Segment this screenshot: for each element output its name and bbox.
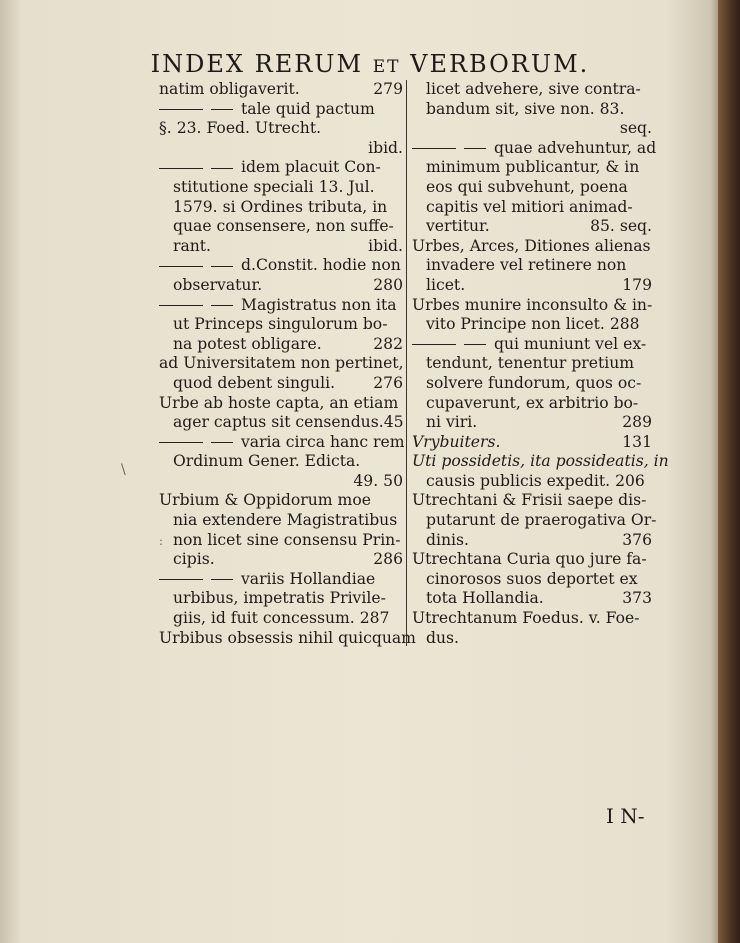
header-title-b: VERBORUM.	[410, 50, 590, 78]
index-entry-line	[159, 256, 403, 276]
entry-words: dinis.	[426, 530, 469, 549]
margin-mark-2: :	[159, 534, 164, 548]
index-entry-line	[159, 394, 403, 414]
repeat-dash	[211, 266, 233, 267]
entry-words: licet advehere, sive contra-	[426, 80, 641, 98]
entry-text	[426, 276, 465, 296]
index-entry-line	[159, 315, 403, 335]
entry-words: quod debent singuli.	[173, 373, 336, 392]
index-entry-line	[159, 296, 403, 316]
entry-words: variis Hollandiae	[241, 569, 376, 588]
entry-text	[159, 256, 401, 276]
entry-words: na potest obligare.	[173, 334, 322, 353]
entry-words: qui muniunt vel ex-	[494, 334, 647, 353]
entry-words: rant.	[173, 236, 212, 255]
page-reference: 276	[373, 373, 403, 392]
left-column	[159, 80, 416, 648]
page-reference: 279	[373, 80, 403, 98]
entry-words: capitis vel mitiori animad-	[426, 197, 633, 216]
entry-text	[426, 472, 645, 492]
entry-text	[159, 354, 404, 374]
entry-text	[159, 158, 381, 178]
entry-words: dus.	[426, 628, 459, 647]
page-reference: 49. 50	[353, 471, 403, 490]
margin-mark: \	[121, 462, 126, 478]
entry-words: §. 23. Foed. Utrecht.	[159, 119, 322, 138]
entry-text	[412, 609, 640, 629]
entry-text	[426, 511, 656, 531]
index-entry-line	[412, 119, 652, 139]
entry-text	[426, 354, 634, 374]
entry-text	[173, 276, 262, 296]
page-reference: seq.	[619, 119, 652, 138]
entry-words: Utrechtani & Frisii saepe dis-	[412, 491, 647, 510]
index-entry-line	[159, 413, 403, 433]
entry-words: ager captus sit censendus.	[173, 413, 384, 432]
repeat-dash	[211, 442, 233, 443]
entry-text	[173, 511, 397, 531]
index-entry-line	[159, 178, 403, 198]
entry-text	[426, 570, 638, 590]
index-entry-line	[159, 589, 403, 609]
index-entry-line	[412, 452, 669, 472]
entry-text	[173, 589, 386, 609]
entry-words: cipis.	[173, 550, 215, 569]
entry-words: observatur.	[173, 275, 263, 294]
entry-text	[412, 491, 646, 511]
entry-words: licet.	[426, 275, 466, 294]
entry-text	[173, 178, 375, 198]
entry-words: tendunt, tenentur pretium	[426, 354, 635, 373]
repeat-dash	[211, 168, 233, 169]
entry-text	[173, 198, 387, 218]
index-entry-line	[412, 217, 652, 237]
entry-text	[159, 394, 398, 414]
entry-words: 1579. si Ordines tributa, in	[173, 197, 388, 216]
entry-text	[159, 80, 300, 100]
entry-words: ut Princeps singulorum bo-	[173, 315, 388, 334]
index-entry-line	[412, 570, 652, 590]
entry-text	[426, 198, 633, 218]
index-entry-line	[412, 491, 652, 511]
entry-words: ni viri.	[426, 413, 478, 432]
index-entry-line	[159, 198, 403, 218]
page-reference: 282	[373, 334, 403, 353]
column-divider	[406, 80, 407, 646]
entry-text	[173, 531, 401, 551]
repeat-dash	[159, 442, 203, 443]
entry-text	[426, 629, 459, 649]
index-entry-line	[159, 217, 403, 237]
index-entry-line	[159, 158, 403, 178]
entry-words: putarunt de praerogativa Or-	[426, 511, 657, 530]
index-entry-line	[412, 394, 652, 414]
entry-words: tota Hollandia.	[426, 589, 544, 608]
entry-words: Utrechtana Curia quo jure fa-	[412, 550, 647, 569]
entry-text	[159, 570, 375, 590]
entry-text	[173, 335, 322, 355]
entry-words: Urbes munire inconsulto & in-	[412, 295, 653, 314]
index-entry-line	[412, 296, 652, 316]
index-entry-line	[412, 178, 652, 198]
entry-words: giis, id fuit concessum. 287	[173, 609, 390, 628]
index-entry-line	[159, 354, 403, 374]
index-entry-line	[159, 491, 403, 511]
entry-words: eos qui subvehunt, poena	[426, 177, 628, 196]
entry-text	[173, 374, 335, 394]
index-entry-line	[412, 100, 652, 120]
entry-words: Vrybuiters.	[412, 432, 501, 451]
page-header	[0, 50, 740, 78]
index-entry-line	[412, 354, 652, 374]
entry-words: invadere vel retinere non	[426, 256, 627, 275]
index-entry-line	[159, 100, 403, 120]
entry-words: Magistratus non ita	[241, 295, 397, 314]
entry-words: stitutione speciali 13. Jul.	[173, 177, 375, 196]
index-entry-line	[159, 237, 403, 257]
index-entry-line	[159, 80, 403, 100]
header-title-a: INDEX RERUM	[150, 50, 364, 78]
entry-text	[412, 139, 656, 159]
entry-words: Urbibus obsessis nihil quicquam	[159, 628, 416, 647]
index-entry-line	[159, 433, 403, 453]
index-entry-line	[159, 550, 403, 570]
index-entry-line	[412, 198, 652, 218]
repeat-dash	[412, 148, 456, 149]
index-entry-line	[412, 276, 652, 296]
entry-words: quae consensere, non suffe-	[173, 217, 394, 236]
entry-words: quae advehuntur, ad	[494, 138, 657, 157]
index-entry-line	[159, 139, 403, 159]
entry-text	[426, 100, 624, 120]
entry-text	[159, 491, 371, 511]
entry-text	[412, 452, 669, 472]
repeat-dash	[412, 344, 456, 345]
entry-text	[412, 550, 647, 570]
index-entry-line	[159, 511, 403, 531]
entry-words: Ordinum Gener. Edicta.	[173, 452, 361, 471]
page-reference: 289	[622, 413, 652, 432]
entry-text	[159, 100, 375, 120]
index-entry-line	[412, 629, 652, 649]
page-reference: ibid.	[368, 138, 403, 157]
index-entry-line	[412, 413, 652, 433]
entry-text	[173, 413, 384, 433]
entry-words: vertitur.	[426, 217, 490, 236]
entry-words: nia extendere Magistratibus	[173, 511, 398, 530]
index-entry-line	[412, 609, 652, 629]
entry-text	[173, 550, 215, 570]
book-spine	[718, 0, 740, 943]
index-entry-line	[159, 628, 416, 649]
entry-words: cupaverunt, ex arbitrio bo-	[426, 393, 639, 412]
header-title-et: ET	[372, 57, 401, 77]
repeat-dash	[159, 109, 203, 110]
entry-words: vito Principe non licet. 288	[426, 315, 640, 334]
page-reference: 376	[622, 530, 652, 549]
repeat-dash	[211, 579, 233, 580]
entry-text	[426, 178, 628, 198]
repeat-dash	[211, 305, 233, 306]
entry-text	[426, 589, 544, 609]
entry-words: tale quid pactum	[241, 99, 375, 118]
index-entry-line	[412, 531, 652, 551]
repeat-dash	[159, 579, 203, 580]
entry-text	[426, 315, 640, 335]
entry-text	[426, 256, 626, 276]
index-entry-line	[412, 433, 652, 453]
index-entry-line	[159, 374, 403, 394]
entry-words: Urbium & Oppidorum moe	[159, 491, 371, 510]
index-entry-line	[412, 511, 657, 531]
entry-text	[159, 629, 416, 649]
entry-words: varia circa hanc rem	[241, 432, 405, 451]
entry-words: urbibus, impetratis Privile-	[173, 589, 386, 608]
page-reference: 373	[622, 589, 652, 608]
index-entry-line	[412, 158, 652, 178]
index-entry-line	[412, 374, 652, 394]
entry-words: idem placuit Con-	[241, 158, 381, 177]
entry-text	[412, 237, 651, 257]
entry-text	[173, 217, 394, 237]
index-entry-line	[159, 609, 403, 629]
entry-text	[412, 296, 652, 316]
repeat-dash	[211, 109, 233, 110]
entry-text	[426, 158, 639, 178]
repeat-dash	[159, 305, 203, 306]
entry-words: Uti possidetis, ita possideatis, in	[412, 452, 669, 471]
entry-text	[159, 433, 405, 453]
index-entry-line	[159, 570, 403, 590]
repeat-dash	[464, 148, 486, 149]
index-entry-line	[412, 237, 652, 257]
entry-text	[173, 609, 389, 629]
index-entry-line	[159, 531, 403, 551]
index-entry-line	[412, 256, 652, 276]
entry-text	[412, 335, 646, 355]
index-entry-line	[412, 550, 652, 570]
entry-text	[173, 452, 360, 472]
right-column	[412, 80, 669, 648]
page-reference: 286	[373, 550, 403, 569]
catchword: I N-	[606, 804, 645, 828]
entry-text	[173, 237, 211, 257]
index-entry-line	[159, 452, 403, 472]
entry-words: non licet sine consensu Prin-	[173, 530, 401, 549]
index-entry-line	[159, 119, 403, 139]
entry-text	[426, 394, 638, 414]
entry-words: bandum sit, sive non. 83.	[426, 99, 625, 118]
entry-words: Urbes, Arces, Ditiones alienas	[412, 236, 651, 255]
index-entry-line	[412, 315, 652, 335]
entry-text	[426, 531, 469, 551]
entry-words: solvere fundorum, quos oc-	[426, 373, 642, 392]
entry-words: d.Constit. hodie non	[241, 256, 401, 275]
page-reference: ibid.	[368, 236, 403, 255]
repeat-dash	[159, 168, 203, 169]
entry-words: natim obligaverit.	[159, 80, 300, 98]
entry-words: ad Universitatem non pertinet,	[159, 354, 404, 373]
index-entry-line	[159, 472, 403, 492]
entry-text	[426, 80, 641, 100]
entry-text	[173, 315, 387, 335]
index-entry-line	[412, 472, 652, 492]
entry-text	[412, 433, 500, 453]
entry-text	[426, 374, 641, 394]
repeat-dash	[464, 344, 486, 345]
repeat-dash	[159, 266, 203, 267]
index-entry-line	[159, 335, 403, 355]
index-entry-line	[159, 276, 403, 296]
index-entry-line	[412, 138, 657, 159]
page-reference: 45	[383, 413, 404, 432]
index-entry-line	[412, 335, 652, 355]
entry-words: Urbe ab hoste capta, an etiam	[159, 393, 399, 412]
entry-text	[426, 413, 477, 433]
index-entry-line	[412, 80, 652, 100]
entry-words: minimum publicantur, & in	[426, 158, 640, 177]
page-reference: 179	[622, 275, 652, 294]
entry-text	[159, 296, 397, 316]
entry-text	[159, 119, 321, 139]
page-reference: 85. seq.	[590, 217, 652, 236]
entry-text	[426, 217, 490, 237]
index-entry-line	[412, 589, 652, 609]
entry-words: cinorosos suos deportet ex	[426, 569, 638, 588]
entry-words: Utrechtanum Foedus. v. Foe-	[412, 609, 640, 628]
entry-words: causis publicis expedit. 206	[426, 471, 645, 490]
page-reference: 280	[373, 275, 403, 294]
page-reference: 131	[622, 432, 652, 451]
